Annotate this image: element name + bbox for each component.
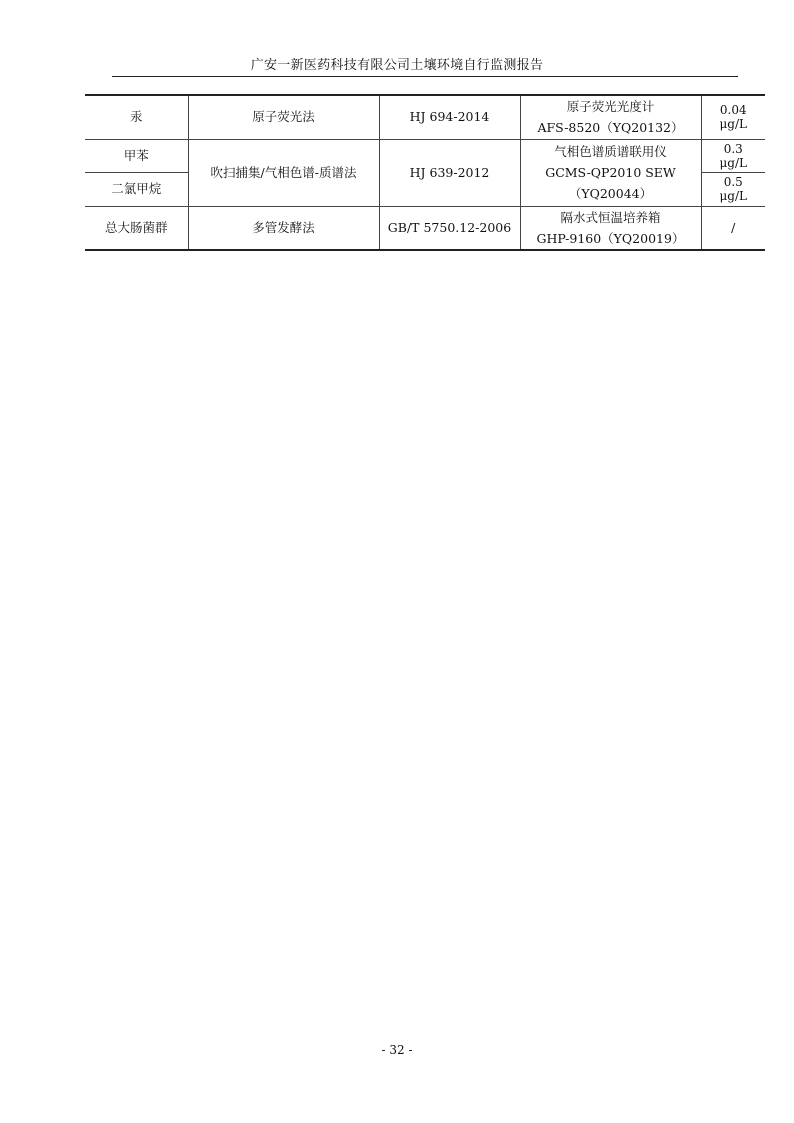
item-cell: 二氯甲烷 xyxy=(85,172,188,206)
instrument-name: 原子荧光光度计 xyxy=(566,99,655,115)
item-cell: 甲苯 xyxy=(85,139,188,172)
page-number: - 32 - xyxy=(381,1043,413,1057)
instrument-cell xyxy=(520,139,701,206)
item-cell: 汞 xyxy=(85,95,188,139)
header-divider xyxy=(112,76,738,77)
method-cell: 原子荧光法 xyxy=(188,95,379,139)
instrument-cell xyxy=(520,95,701,139)
limit-value: 0.5 xyxy=(723,175,743,189)
item-cell: 总大肠菌群 xyxy=(85,206,188,250)
standard-cell: HJ 639-2012 xyxy=(379,139,520,206)
instrument-id: （YQ20044） xyxy=(568,186,653,201)
table-row xyxy=(85,206,765,250)
limit-unit: μg/L xyxy=(719,189,747,203)
method-cell: 吹扫捕集/气相色谱-质谱法 xyxy=(188,139,379,206)
table-row xyxy=(85,95,765,139)
report-header-title: 广安一新医药科技有限公司土壤环境自行监测报告 xyxy=(250,58,544,73)
limit-value: 0.04 xyxy=(719,103,747,118)
instrument-cell xyxy=(520,206,701,250)
instrument-model: GHP-9160（YQ20019） xyxy=(536,230,685,246)
instrument-name: 气相色谱质谱联用仪 xyxy=(554,144,667,159)
instrument-model: AFS-8520（YQ20132） xyxy=(537,120,684,136)
standard-cell: GB/T 5750.12-2006 xyxy=(379,206,520,250)
standard-cell: HJ 694-2014 xyxy=(379,95,520,139)
instrument-name: 隔水式恒温培养箱 xyxy=(560,209,661,225)
detection-limit-cell xyxy=(701,172,765,206)
detection-limit-cell xyxy=(701,95,765,139)
limit-unit: μg/L xyxy=(719,155,747,170)
limit-unit: μg/L xyxy=(719,117,747,132)
method-cell: 多管发酵法 xyxy=(188,206,379,250)
monitoring-methods-table xyxy=(85,94,765,251)
limit-value: 0.3 xyxy=(723,141,743,156)
table-row xyxy=(85,139,765,172)
detection-limit-cell xyxy=(701,139,765,172)
detection-limit-cell: / xyxy=(701,206,765,250)
instrument-model: GCMS-QP2010 SEW xyxy=(545,165,676,180)
